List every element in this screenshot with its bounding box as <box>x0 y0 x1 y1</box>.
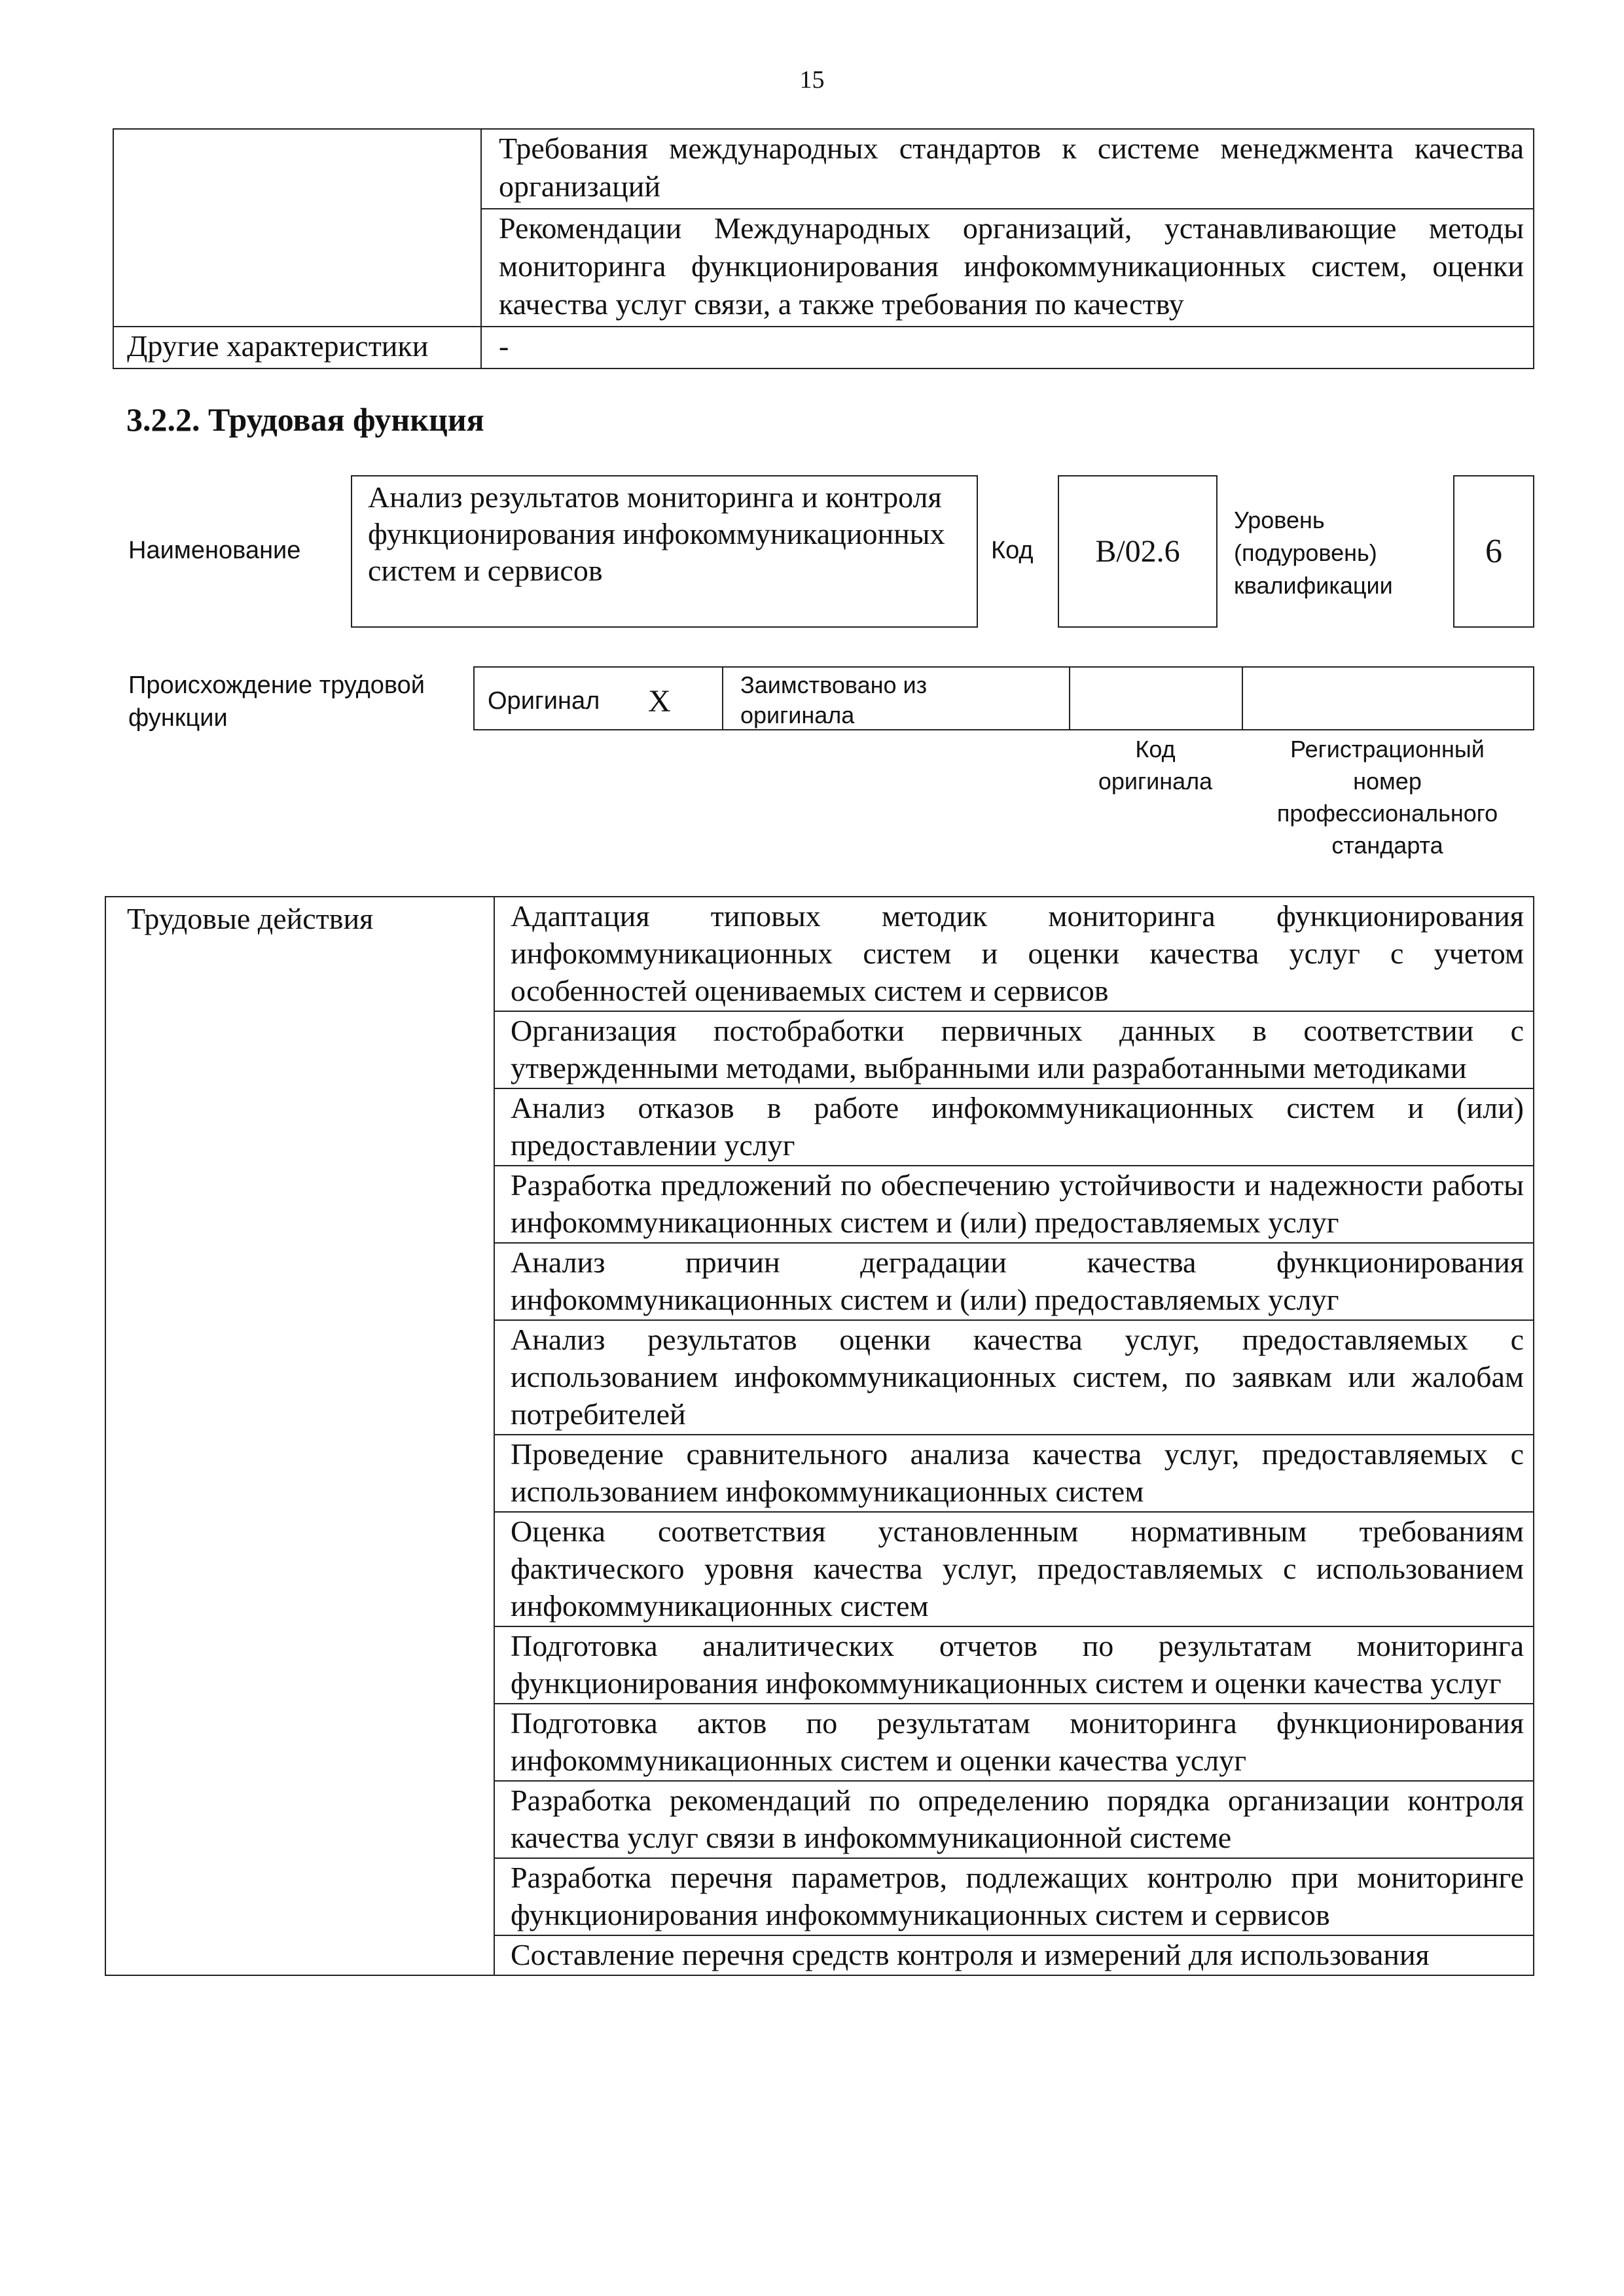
table-row <box>113 327 1534 368</box>
labor-action-item: Составление перечня средств контроля и измерений для использования <box>494 1935 1534 1975</box>
labor-action-item: Организация постобработки первичных данных в соответствии с утвержденными методами, выбранными или разработанными методиками <box>494 1011 1534 1088</box>
labor-action-item: Анализ отказов в работе инфокоммуникационных систем и (или) предоставлении услуг <box>494 1088 1534 1166</box>
origin-label <box>128 669 456 734</box>
section-heading: 3.2.2. Трудовая функция <box>126 401 484 438</box>
name-label: Наименование <box>128 537 301 564</box>
labor-action-item: Подготовка актов по результатам мониторинга функционирования инфокоммуникационных систем и оценки качества услуг <box>494 1704 1534 1781</box>
origin-label-text: Происхождение трудовой функции <box>128 672 425 732</box>
function-name-box: Анализ результатов мониторинга и контроля функционирования инфокоммуникационных систем и сервисов <box>351 475 978 628</box>
table-row <box>113 129 1534 209</box>
function-code-box: B/02.6 <box>1058 475 1218 628</box>
labor-action-item: Анализ причин деградации качества функционирования инфокоммуникационных систем и (или) предоставляемых услуг <box>494 1243 1534 1320</box>
labor-action-item: Разработка предложений по обеспечению устойчивости и надежности работы инфокоммуникационных систем и (или) предоставляемых услуг <box>494 1166 1534 1243</box>
labor-action-item: Оценка соответствия установленным нормативным требованиям фактического уровня качества услуг, предоставляемых с использованием инфокоммуникационных систем <box>494 1512 1534 1626</box>
labor-actions-table <box>105 896 1534 1976</box>
registration-number-caption <box>1242 733 1533 861</box>
qualification-level-label <box>1234 504 1430 602</box>
level-label-text: Уровень (подуровень) квалификации <box>1234 507 1393 599</box>
labor-action-item: Анализ результатов оценки качества услуг, предоставляемых с использованием инфокоммуникационных систем, по заявкам или жалобам потребителей <box>494 1320 1534 1435</box>
registration-number-cell <box>1243 668 1534 729</box>
registration-number-caption-text: Регистрационный номер профессионального стандарта <box>1276 736 1498 859</box>
labor-action-item: Адаптация типовых методик мониторинга функционирования инфокоммуникационных систем и оценки качества услуг с учетом особенностей оцениваемых систем и сервисов <box>494 897 1534 1011</box>
continuation-table <box>113 128 1534 369</box>
original-code-caption <box>1069 733 1242 797</box>
borrowed-label: Заимствовано из оригинала <box>740 672 928 728</box>
original-code-caption-text: Код оригинала <box>1098 736 1213 795</box>
original-cell <box>475 668 723 729</box>
labor-action-item: Подготовка аналитических отчетов по результатам мониторинга функционирования инфокоммуникационных систем и оценки качества услуг <box>494 1626 1534 1704</box>
borrowed-cell <box>723 668 1070 729</box>
labor-actions-label: Трудовые действия <box>105 897 494 1975</box>
page-number: 15 <box>799 66 825 94</box>
table-cell-right: Рекомендации Международных организаций, устанавливающие методы мониторинга функционирования инфокоммуникационных систем, оценки качества услуг связи, а также требования по качеству <box>481 209 1534 327</box>
original-code-cell <box>1070 668 1243 729</box>
qualification-level-box: 6 <box>1453 475 1534 628</box>
original-label: Оригинал <box>488 687 600 715</box>
table-cell-left <box>113 129 481 327</box>
code-label: Код <box>991 537 1034 564</box>
table-cell-right: - <box>481 327 1534 368</box>
labor-actions-body <box>105 897 1534 1975</box>
table-cell-right: Требования международных стандартов к системе менеджмента качества организаций <box>481 129 1534 209</box>
table-cell-left: Другие характеристики <box>113 327 481 368</box>
original-mark: X <box>648 684 671 719</box>
labor-action-item: Разработка рекомендаций по определению порядка организации контроля качества услуг связи в инфокоммуникационной системе <box>494 1781 1534 1858</box>
labor-action-item: Проведение сравнительного анализа качества услуг, предоставляемых с использованием инфокоммуникационных систем <box>494 1435 1534 1512</box>
labor-action-item: Разработка перечня параметров, подлежащих контролю при мониторинге функционирования инфокоммуникационных систем и сервисов <box>494 1858 1534 1935</box>
origin-table <box>473 666 1534 730</box>
table-row <box>105 897 1534 1011</box>
